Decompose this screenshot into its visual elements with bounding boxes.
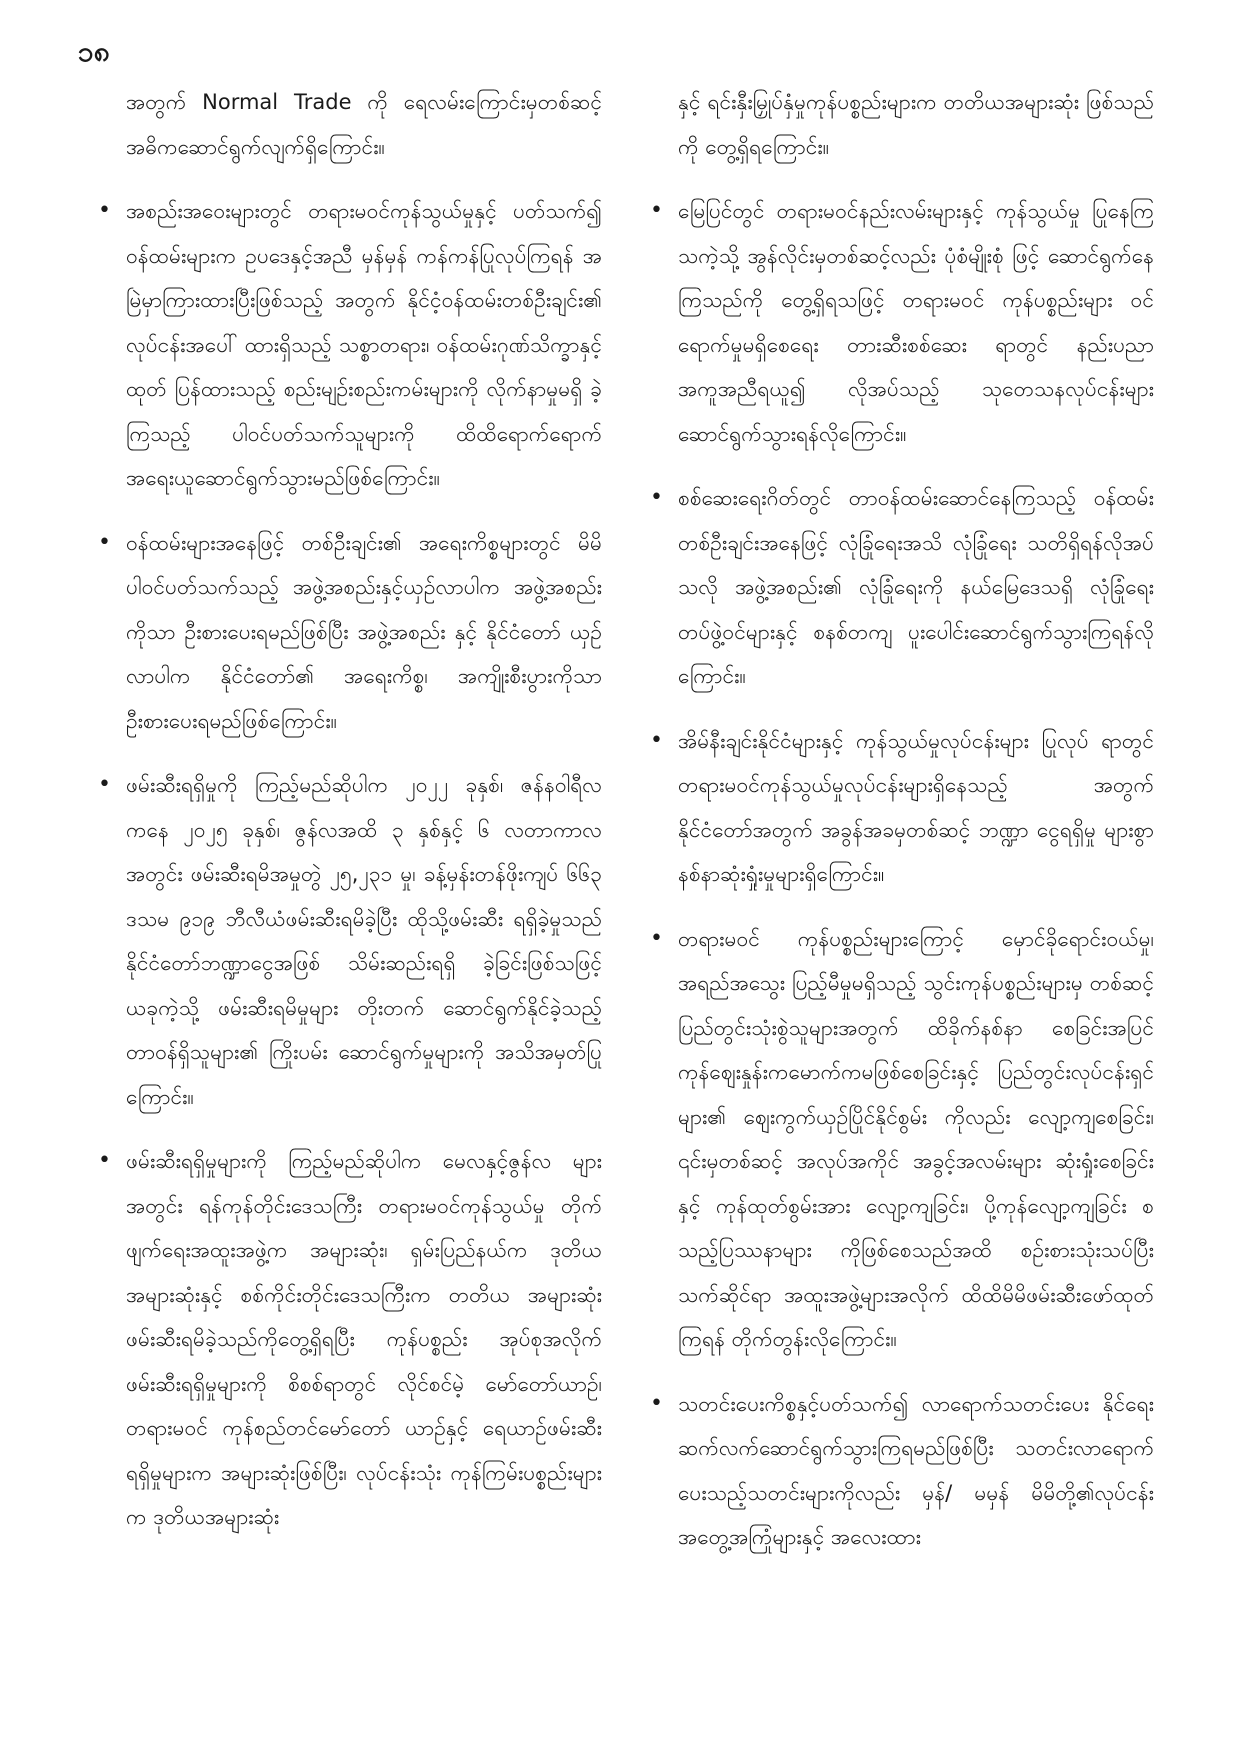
bullet-marker: • — [98, 1148, 111, 1173]
bullet-text: အစည်းအဝေးများတွင် တရားမဝင်ကုန်သွယ်မှုနှင့် ပတ်သက်၍ ဝန်ထမ်းများက ဥပဒေနှင့်အညီ မှန်မှန် ကန်ကန်ပြုလုပ်ကြရန် အမြဲမှာကြားထားပြီးဖြစ်သည့် အတွက် နိုင်ငံ့ဝန်ထမ်းတစ်ဦးချင်း၏ လုပ်ငန်းအပေါ် ထားရှိသည့် သစ္စာတရား၊ ဝန်ထမ်းဂုဏ်သိက္ခာနှင့် ထုတ် ပြန်ထားသည့် စည်းမျဉ်းစည်းကမ်းများကို လိုက်နာမှုမရှိ ခဲ့ကြသည့် ပါဝင်ပတ်သက်သူများကို ထိထိရောက်ရောက် အရေးယူဆောင်ရွက်သွားမည်ဖြစ်ကြောင်း။ — [126, 199, 602, 490]
bullet-marker: • — [98, 529, 111, 555]
bullet-paragraph — [94, 1139, 602, 1540]
bullet-paragraph — [94, 189, 602, 501]
bullet-text: ဖမ်းဆီးရရှိမှုများကို ကြည့်မည်ဆိုပါက မေလနှင့်ဇွန်လ များအတွင်း ရန်ကုန်တိုင်းဒေသကြီး တရားမဝင်ကုန်သွယ်မှု တိုက်ဖျက်ရေးအထူးအဖွဲ့က အများဆုံး၊ ရှမ်းပြည်နယ်က ဒုတိယအများဆုံးနှင့် စစ်ကိုင်းတိုင်းဒေသကြီးက တတိယ အများဆုံး ဖမ်းဆီးရမိခဲ့သည်ကိုတွေ့ရှိရပြီး ကုန်ပစ္စည်း အုပ်စုအလိုက် ဖမ်းဆီးရရှိမှုများကို စိစစ်ရာတွင် လိုင်စင်မဲ့ မော်တော်ယာဉ်၊ တရားမဝင် ကုန်စည်တင်မော်တော် ယာဉ်နှင့် ရေယာဉ်ဖမ်းဆီးရရှိမှုများက အများဆုံးဖြစ်ပြီး၊ လုပ်ငန်းသုံး ကုန်ကြမ်းပစ္စည်းများက ဒုတိယအများဆုံး — [126, 1149, 602, 1529]
bullet-paragraph — [646, 719, 1154, 897]
bullet-text: ဝန်ထမ်းများအနေဖြင့် တစ်ဦးချင်း၏ အရေးကိစ္စများတွင် မိမိပါဝင်ပတ်သက်သည့် အဖွဲ့အစည်းနှင့်ယှဉ်လာပါက အဖွဲ့အစည်းကိုသာ ဦးစားပေးရမည်ဖြစ်ပြီး အဖွဲ့အစည်း နှင့် နိုင်ငံတော် ယှဉ်လာပါက နိုင်ငံတော်၏ အရေးကိစ္စ၊ အကျိုးစီးပွားကိုသာ ဦးစားပေးရမည်ဖြစ်ကြောင်း။ — [126, 530, 602, 733]
bullet-text: အိမ်နီးချင်းနိုင်ငံများနှင့် ကုန်သွယ်မှုလုပ်ငန်းများ ပြုလုပ် ရာတွင် တရားမဝင်ကုန်သွယ်မှုလုပ်ငန်းများရှိနေသည့် အတွက် နိုင်ငံတော်အတွက် အခွန်အခမှတစ်ဆင့် ဘဏ္ဍာ ငွေရရှိမှု များစွာနစ်နာဆုံးရှုံးမှုများရှိကြောင်း။ — [678, 728, 1154, 886]
bullet-paragraph — [646, 1382, 1154, 1560]
two-column-body — [94, 80, 1154, 1720]
right-column — [646, 80, 1154, 1720]
left-column — [94, 80, 602, 1720]
bullet-paragraph — [94, 763, 602, 1119]
bullet-marker: • — [650, 485, 663, 510]
bullet-marker: • — [650, 198, 663, 223]
bullet-paragraph — [646, 917, 1154, 1362]
bullet-text: တရားမဝင် ကုန်ပစ္စည်းများကြောင့် မှောင်ခိုရောင်းဝယ်မှု၊ အရည်အသွေး ပြည့်မီမှုမရှိသည့် သွင်းကုန်ပစ္စည်းများမှ တစ်ဆင့် ပြည်တွင်းသုံးစွဲသူများအတွက် ထိခိုက်နစ်နာ စေခြင်းအပြင် ကုန်ဈေးနှုန်းကမောက်ကမဖြစ်စေခြင်းနှင့် ပြည်တွင်းလုပ်ငန်းရှင်များ၏ ဈေးကွက်ယှဉ်ပြိုင်နိုင်စွမ်း ကိုလည်း လျော့ကျစေခြင်း၊ ၎င်းမှတစ်ဆင့် အလုပ်အကိုင် အခွင့်အလမ်းများ ဆုံးရှုံးစေခြင်းနှင့် ကုန်ထုတ်စွမ်းအား လျော့ကျခြင်း၊ ပို့ကုန်လျော့ကျခြင်း စသည့်ပြဿနာများ ကိုဖြစ်စေသည်အထိ စဉ်းစားသုံးသပ်ပြီး သက်ဆိုင်ရာ အထူးအဖွဲ့များအလိုက် ထိထိမိမိဖမ်းဆီးဖော်ထုတ်ကြရန် တိုက်တွန်းလိုကြောင်း။ — [678, 926, 1154, 1351]
bullet-paragraph — [94, 521, 602, 744]
bullet-marker: • — [650, 925, 663, 951]
bullet-marker: • — [650, 727, 663, 753]
continuation-paragraph: နှင့် ရင်းနှီးမြှုပ်နှံမှုကုန်ပစ္စည်းများက တတိယအများဆုံး ဖြစ်သည်ကို တွေ့ရှိရကြောင်း။ — [678, 90, 1154, 159]
bullet-marker: • — [98, 772, 111, 797]
bullet-paragraph — [646, 189, 1154, 456]
bullet-marker: • — [650, 1390, 663, 1416]
continuation-paragraph: အတွက် Normal Trade ကို ရေလမ်းကြောင်းမှတစ်ဆင့် အဓိကဆောင်ရွက်လျက်ရှိကြောင်း။ — [126, 90, 602, 159]
bullet-paragraph — [646, 476, 1154, 699]
bullet-text: မြေပြင်တွင် တရားမဝင်နည်းလမ်းများနှင့် ကုန်သွယ်မှု ပြုနေကြသကဲ့သို့ အွန်လိုင်းမှတစ်ဆင့်လည်း ပုံစံမျိုးစုံ ဖြင့် ဆောင်ရွက်နေကြသည်ကို တွေ့ရှိရသဖြင့် တရားမဝင် ကုန်ပစ္စည်းများ ဝင်ရောက်မှုမရှိစေရေး တားဆီးစစ်ဆေး ရာတွင် နည်းပညာအကူအညီရယူ၍ လိုအပ်သည့် သုတေသနလုပ်ငန်းများ ဆောင်ရွက်သွားရန်လိုကြောင်း။ — [678, 199, 1154, 446]
bullet-marker: • — [98, 198, 111, 223]
page-number: ၁၈ — [78, 35, 110, 68]
bullet-text: ဖမ်းဆီးရရှိမှုကို ကြည့်မည်ဆိုပါက ၂၀၂၂ ခုနှစ်၊ ဇန်နဝါရီလ ကနေ ၂၀၂၅ ခုနှစ်၊ ဇွန်လအထိ ၃ နှစ်နှင့် ၆ လတာကာလ အတွင်း ဖမ်းဆီးရမိအမှုတွဲ ၂၅,၂၃၁ မှု၊ ခန့်မှန်းတန်ဖိုးကျပ် ၆၆၃ ဒသမ ၉၁၉ ဘီလီယံဖမ်းဆီးရမိခဲ့ပြီး ထိုသို့ဖမ်းဆီး ရရှိခဲ့မှုသည် နိုင်ငံတော်ဘဏ္ဍာငွေအဖြစ် သိမ်းဆည်းရရှိ ခဲ့ခြင်းဖြစ်သဖြင့် ယခုကဲ့သို့ ဖမ်းဆီးရမိမှုများ တိုးတက် ဆောင်ရွက်နိုင်ခဲ့သည့် တာဝန်ရှိသူများ၏ ကြိုးပမ်း ဆောင်ရွက်မှုများကို အသိအမှတ်ပြုကြောင်း။ — [126, 773, 602, 1109]
bullet-text: စစ်ဆေးရေးဂိတ်တွင် တာဝန်ထမ်းဆောင်နေကြသည့် ဝန်ထမ်းတစ်ဦးချင်းအနေဖြင့် လုံခြုံရေးအသိ လုံခြုံရေး သတိရှိရန်လိုအပ်သလို အဖွဲ့အစည်း၏ လုံခြုံရေးကို နယ်မြေဒေသရှိ လုံခြုံရေးတပ်ဖွဲ့ဝင်များနှင့် စနစ်တကျ ပူးပေါင်းဆောင်ရွက်သွားကြရန်လိုကြောင်း။ — [678, 486, 1154, 688]
bullet-text: သတင်းပေးကိစ္စနှင့်ပတ်သက်၍ လာရောက်သတင်းပေး နိုင်ရေး ဆက်လက်ဆောင်ရွက်သွားကြရမည်ဖြစ်ပြီး သတင်းလာရောက်ပေးသည့်သတင်းများကိုလည်း မှန်/ မမှန် မိမိတို့၏လုပ်ငန်းအတွေ့အကြုံများနှင့် အလေးထား — [678, 1391, 1154, 1549]
